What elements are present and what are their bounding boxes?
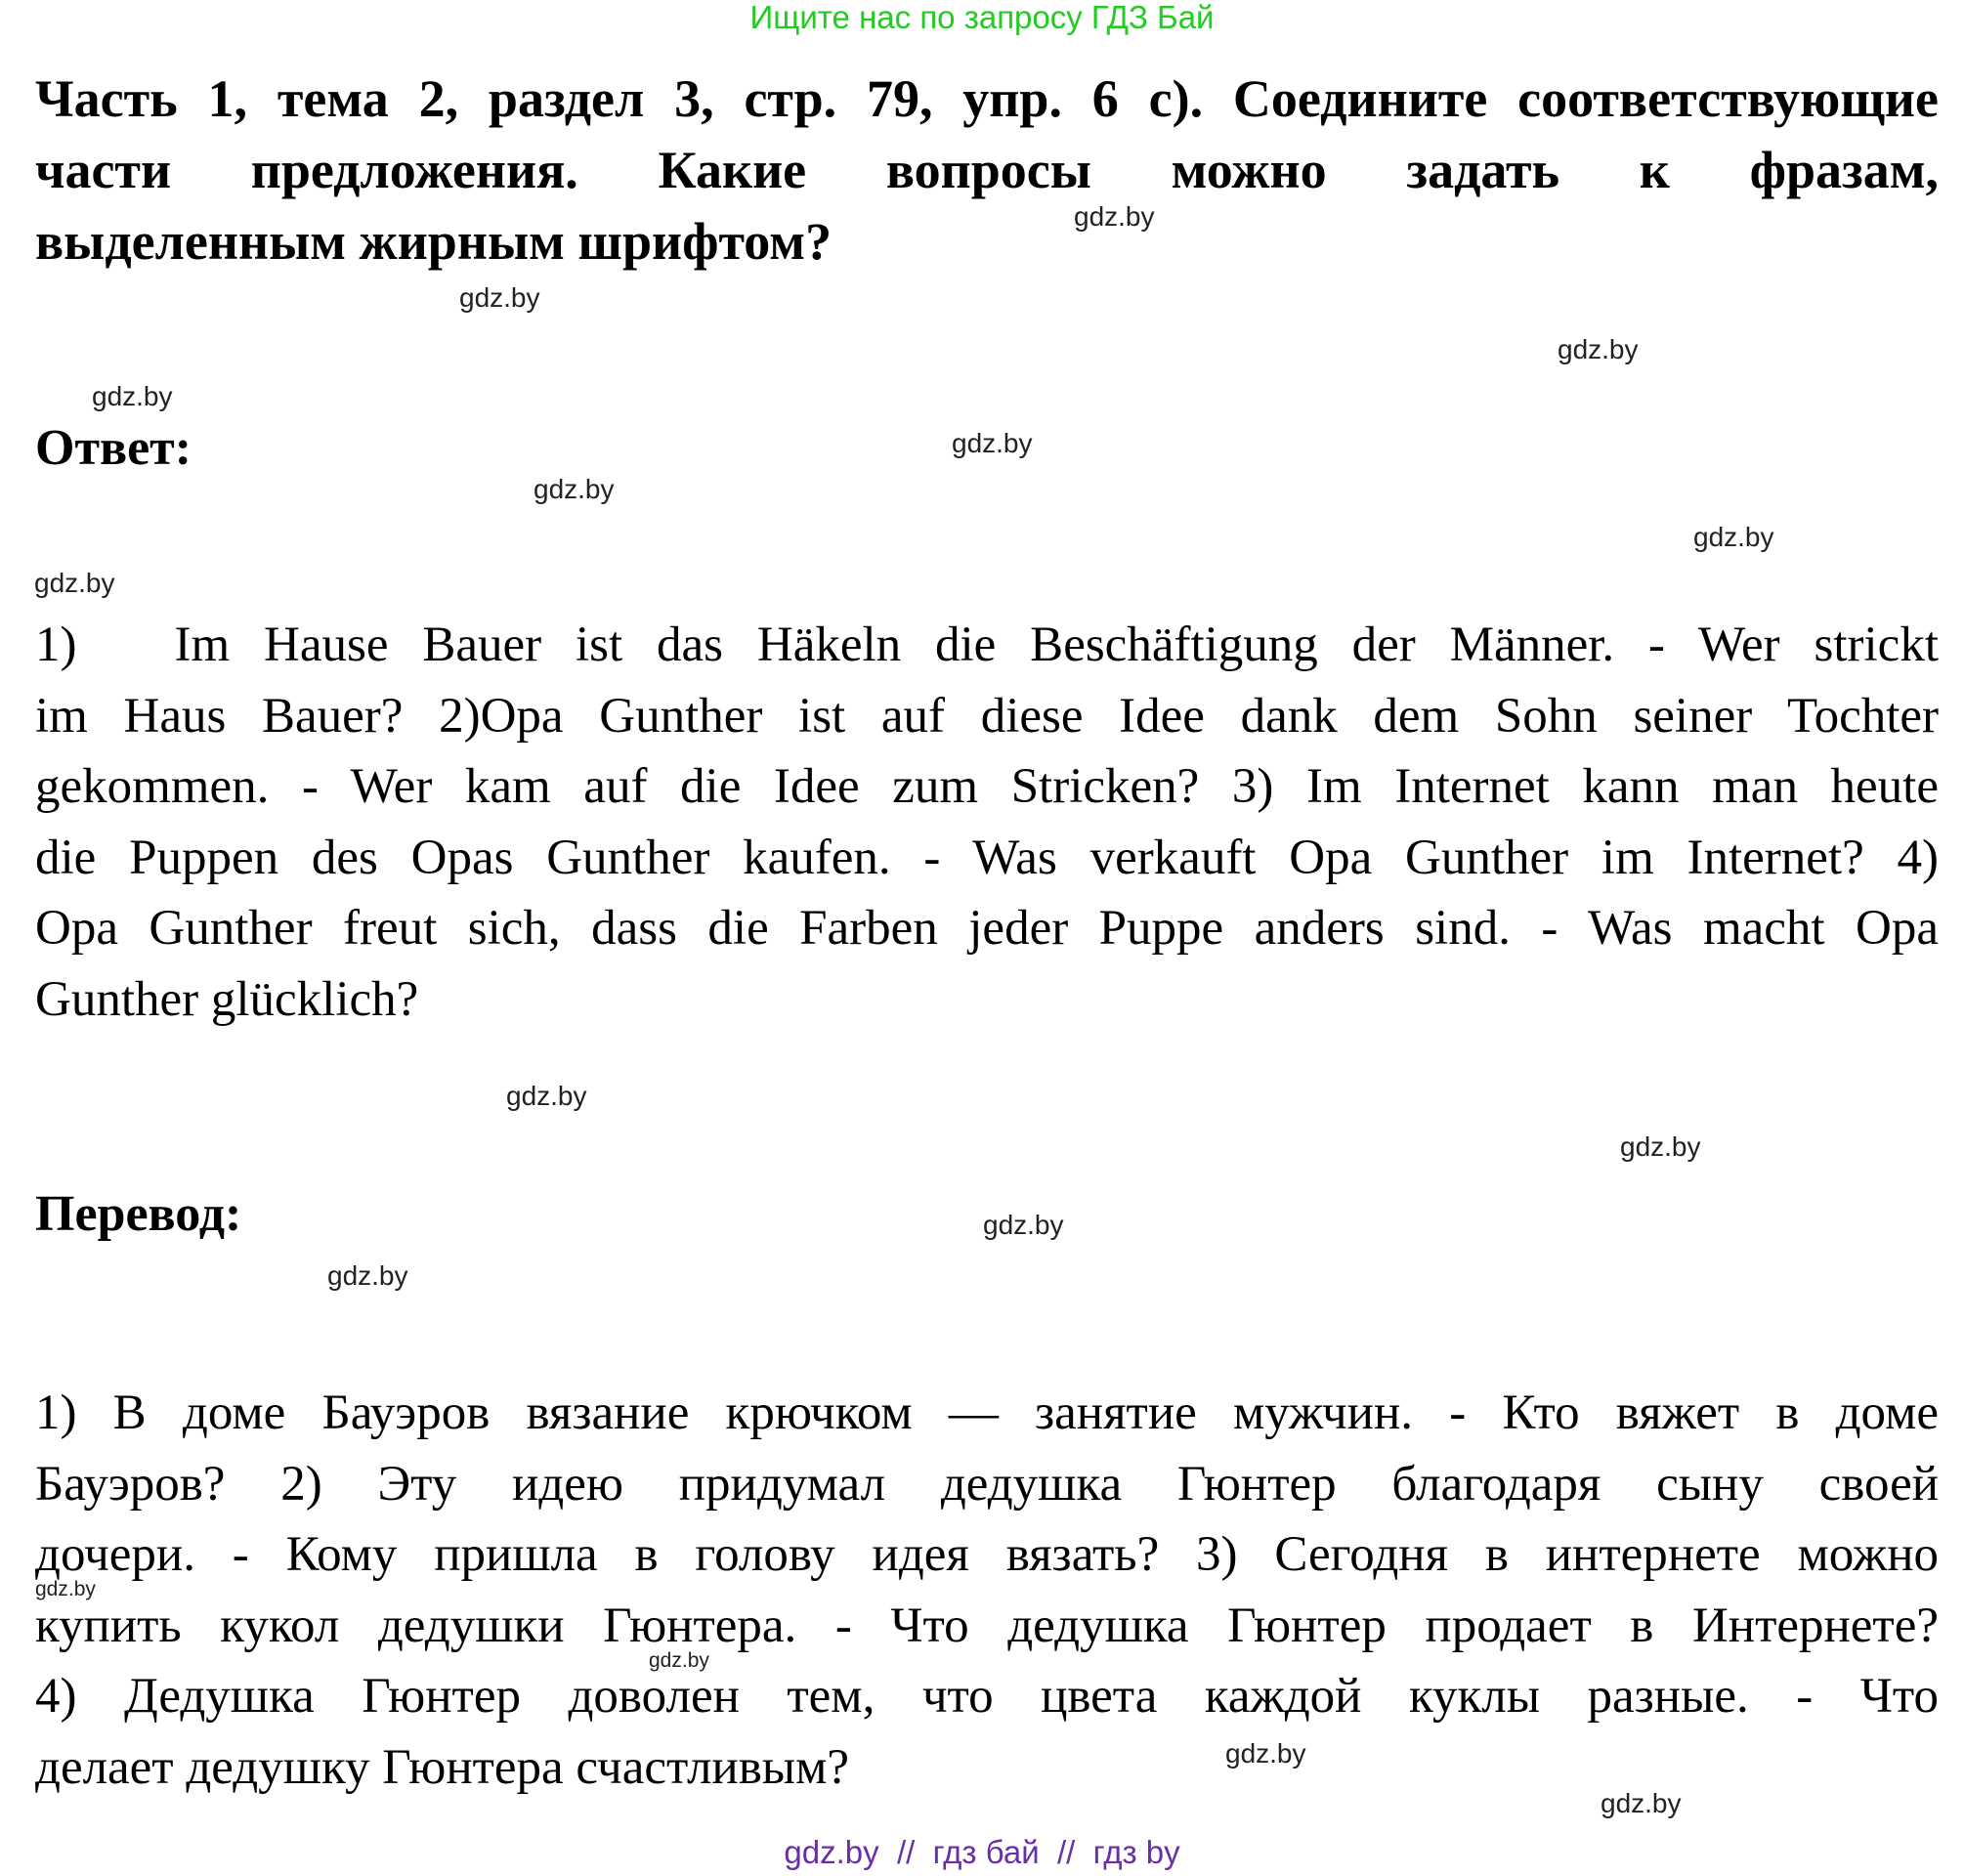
watermark: gdz.by <box>1225 1738 1306 1769</box>
translation-heading: Перевод: <box>35 1186 242 1242</box>
answer-line: im Haus Bauer? 2)Opa Gunther ist auf diese Idee dank dem Sohn seiner Tochter <box>35 688 1939 744</box>
answer-line: Gunther glücklich? <box>35 971 419 1027</box>
answer-line: Opa Gunther freut sich, dass die Farben jeder Puppe anders sind. - Was macht Opa <box>35 901 1939 957</box>
watermark: gdz.by <box>506 1081 587 1111</box>
watermark: gdz.by <box>1558 334 1639 364</box>
translation-line: 4) Дедушка Гюнтер доволен тем, что цвета каждой куклы разные. - Что <box>35 1669 1939 1725</box>
translation-line: 1) В доме Бауэров вязание крючком — занятие мужчин. - Кто вяжет в доме <box>35 1386 1939 1440</box>
title-line: Часть 1, тема 2, раздел 3, стр. 79, упр. 6 с). Соедините соответствующие <box>35 69 1939 128</box>
translation-text <box>35 1387 1939 1813</box>
watermark: gdz.by <box>952 428 1033 458</box>
title-line: части предложения. Какие вопросы можно задать к фразам, <box>35 141 1939 199</box>
translation-line: дочери. - Кому пришла в голову идея вязать? 3) Сегодня в интернете можно <box>35 1527 1939 1583</box>
watermark: gdz.by <box>327 1260 408 1291</box>
search-hint-banner: Ищите нас по запросу ГДЗ Бай <box>749 0 1215 35</box>
watermark: gdz.by <box>1601 1788 1682 1818</box>
translation-line: Бауэров? 2) Эту идею придумал дедушка Гюнтер благодаря сыну своей <box>35 1456 1939 1512</box>
watermark: gdz.by <box>1620 1131 1701 1162</box>
answer-heading: Ответ: <box>35 420 192 476</box>
watermark: gdz.by <box>1074 201 1155 232</box>
watermark: gdz.by <box>92 381 173 411</box>
watermark: gdz.by <box>35 1578 96 1600</box>
footer-links: gdz.by // гдз бай // гдз by <box>784 1834 1180 1870</box>
watermark: gdz.by <box>34 568 115 598</box>
watermark: gdz.by <box>649 1649 709 1672</box>
exercise-title <box>35 70 1939 284</box>
answer-text <box>35 619 1939 1045</box>
translation-line: делает дедушку Гюнтера счастливым? <box>35 1739 849 1795</box>
title-line: выделенным жирным шрифтом? <box>35 212 833 271</box>
watermark: gdz.by <box>459 282 540 313</box>
answer-line <box>35 619 1939 670</box>
translation-line: купить кукол дедушки Гюнтера. - Что дедушка Гюнтер продает в Интернете? <box>35 1598 1939 1653</box>
answer-line: gekommen. - Wer kam auf die Idee zum Stricken? 3) Im Internet kann man heute <box>35 759 1939 815</box>
answer-line-text: Im Hause Bauer ist das Häkeln die Beschäftigung der Männer. - Wer strickt <box>174 618 1939 672</box>
answer-item-number: 1) <box>35 618 77 672</box>
watermark: gdz.by <box>983 1210 1064 1240</box>
watermark: gdz.by <box>534 474 615 504</box>
watermark: gdz.by <box>1693 522 1774 552</box>
answer-line: die Puppen des Opas Gunther kaufen. - Was verkauft Opa Gunther im Internet? 4) <box>35 830 1939 885</box>
